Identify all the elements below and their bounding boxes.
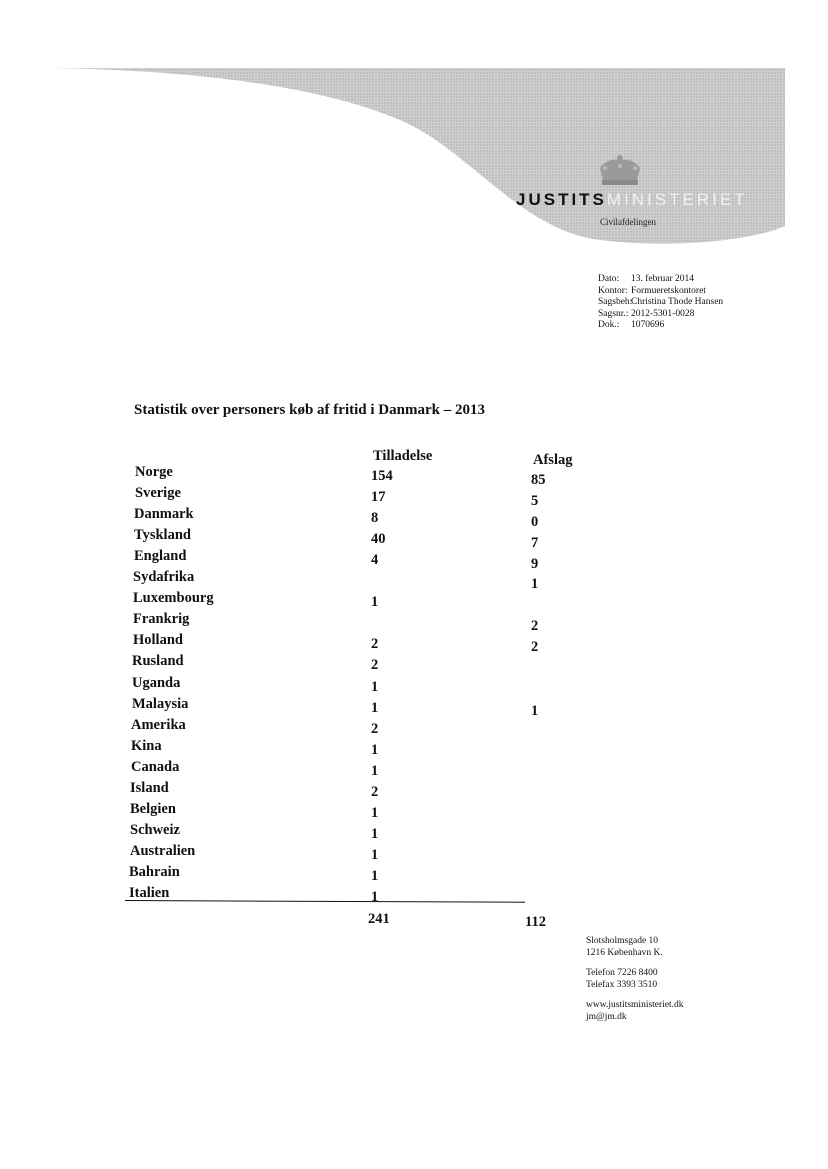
approved-cell: 1 — [371, 825, 379, 842]
rejected-cell: 7 — [531, 535, 539, 552]
rejected-cell: 9 — [531, 556, 539, 573]
meta-label: Dok.: — [598, 320, 620, 330]
header-wave — [0, 0, 828, 300]
meta-row — [598, 274, 723, 286]
rejected-cell: 0 — [531, 514, 539, 531]
approved-cell: 1 — [371, 594, 379, 611]
rejected-cell: 85 — [531, 472, 546, 488]
logo-secondary: MINISTERIET — [606, 190, 748, 209]
country-cell: Sydafrika — [133, 569, 195, 586]
approved-cell: 1 — [371, 741, 379, 758]
meta-label: Dato: — [598, 274, 620, 284]
approved-cell: 4 — [371, 552, 379, 569]
meta-label: Kontor: — [598, 285, 628, 296]
approved-cell: 1 — [371, 699, 379, 716]
approved-cell: 1 — [371, 867, 379, 884]
country-cell: Norge — [135, 464, 173, 480]
column-header-rejected: Afslag — [533, 452, 573, 468]
rejected-cell: 5 — [531, 493, 539, 510]
approved-cell: 8 — [371, 510, 379, 527]
meta-value: Formueretskontoret — [631, 285, 706, 296]
country-cell: Tyskland — [134, 527, 191, 544]
approved-cell: 17 — [371, 489, 386, 506]
logo-primary: JUSTITS — [516, 190, 607, 209]
country-cell: Rusland — [132, 653, 184, 670]
address-line-1: Slotsholmsgade 10 — [586, 936, 659, 946]
country-cell: Belgien — [130, 800, 176, 817]
total-rejected: 112 — [525, 914, 546, 930]
country-cell: Sverige — [135, 485, 181, 502]
address-line-2: 1216 København K. — [586, 947, 663, 958]
country-cell: Bahrain — [129, 863, 180, 880]
country-cell: Luxembourg — [133, 590, 214, 607]
approved-cell: 2 — [371, 657, 379, 674]
country-cell: Italien — [129, 885, 170, 901]
meta-label: Sagsbeh: — [598, 297, 633, 307]
rejected-cell: 2 — [531, 618, 539, 635]
page-title: Statistik over personers køb af fritid i Danmark – 2013 — [134, 402, 485, 418]
country-cell: Danmark — [134, 506, 194, 523]
approved-cell: 2 — [371, 720, 379, 737]
country-cell: Malaysia — [132, 695, 189, 712]
meta-row — [598, 297, 723, 309]
rejected-cell: 1 — [531, 576, 539, 593]
column-header-approved: Tilladelse — [373, 448, 433, 464]
meta-value: Christina Thode Hansen — [631, 297, 724, 307]
approved-cell: 1 — [371, 804, 379, 821]
document-meta — [598, 274, 723, 332]
meta-value: 2012-5301-0028 — [631, 308, 695, 319]
country-cell: England — [134, 548, 187, 565]
total-approved: 241 — [368, 911, 390, 927]
meta-row — [598, 286, 723, 298]
country-cell: Amerika — [131, 716, 186, 733]
meta-label: Sagsnr.: — [598, 308, 629, 319]
fax-number: Telefax 3393 3510 — [586, 979, 658, 990]
approved-cell: 40 — [371, 531, 386, 548]
total-divider — [125, 900, 525, 903]
approved-cell: 1 — [371, 846, 379, 863]
country-cell: Frankrig — [133, 611, 190, 628]
meta-value: 13. februar 2014 — [631, 274, 695, 284]
approved-cell: 1 — [371, 678, 379, 695]
meta-value: 1070696 — [631, 320, 665, 330]
division-label: Civilafdelingen — [600, 217, 656, 227]
contact-footer — [586, 936, 684, 1023]
approved-cell: 2 — [371, 636, 379, 653]
crown-emblem-icon — [595, 146, 645, 190]
rejected-cell: 1 — [531, 702, 539, 719]
email-link[interactable]: jm@jm.dk — [586, 1011, 627, 1022]
country-cell: Australien — [130, 842, 196, 859]
phone-number: Telefon 7226 8400 — [586, 968, 658, 978]
country-cell: Schweiz — [130, 821, 180, 838]
approved-cell: 2 — [371, 783, 379, 800]
rejected-cell: 2 — [531, 639, 539, 656]
approved-cell: 1 — [371, 889, 379, 905]
approved-cell: 1 — [371, 762, 379, 779]
website-link[interactable]: www.justitsministeriet.dk — [586, 1000, 684, 1010]
meta-row — [598, 320, 723, 332]
country-cell: Island — [130, 779, 169, 796]
country-cell: Holland — [133, 632, 183, 649]
approved-cell: 154 — [371, 468, 393, 484]
country-cell: Kina — [131, 737, 162, 754]
country-cell: Uganda — [132, 674, 181, 691]
meta-row — [598, 309, 723, 321]
ministry-logo — [516, 190, 748, 210]
country-cell: Canada — [131, 758, 180, 775]
